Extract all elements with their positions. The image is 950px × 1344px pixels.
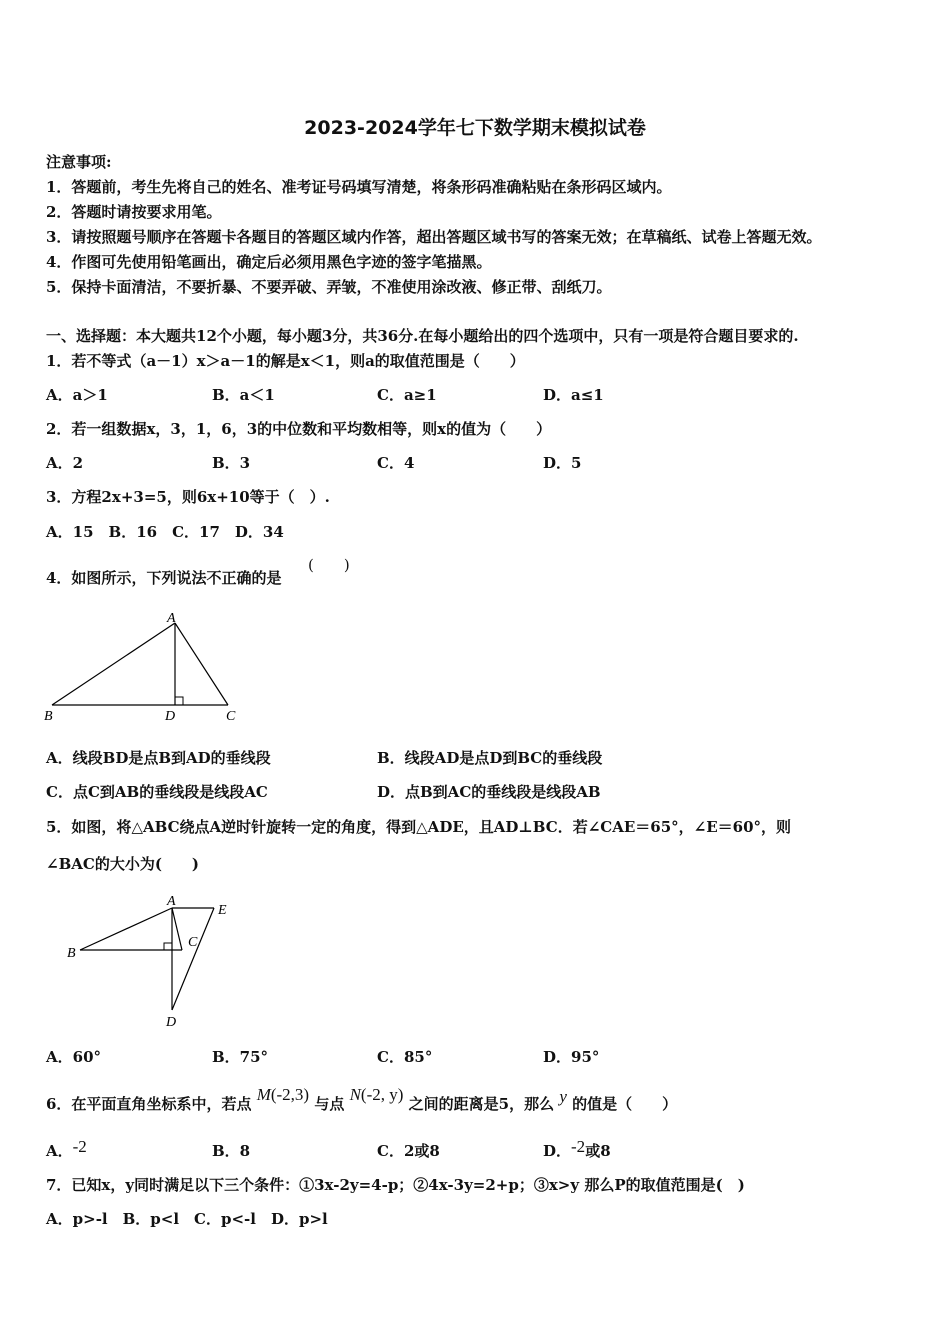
notice-item: 5．保持卡面清洁，不要折暴、不要弄破、弄皱，不准使用涂改液、修正带、刮纸刀。 [46, 278, 612, 296]
q4-option-b: B．线段AD是点D到BC的垂线段 [377, 749, 603, 767]
q6-var-y: y [559, 1087, 567, 1106]
notice-item: 1．答题前，考生先将自己的姓名、准考证号码填写清楚，将条形码准确粘贴在条形码区域内。 [46, 178, 672, 196]
q6-point-m: M [256, 1085, 271, 1104]
q1-option-d: D．a≤1 [543, 386, 604, 404]
q1-option-b: B．a＜1 [212, 386, 275, 404]
q4-option-c: C．点C到AB的垂线段是线段AC [46, 783, 268, 801]
q6-point-m-coord: (-2,3) [270, 1085, 310, 1104]
notice-item: 2．答题时请按要求用笔。 [46, 203, 222, 221]
q4-label-a: A [167, 611, 176, 626]
q5-rotation-figure [62, 888, 242, 1030]
q6-point-n: N [349, 1085, 361, 1104]
q6-option-a: A．-2 [46, 1137, 87, 1160]
q4-answer-paren: ( ) [308, 556, 350, 574]
q4-label-b: B [44, 709, 53, 724]
q3-options: A．15 B．16 C．17 D．34 [46, 523, 284, 541]
q2-option-d: D．5 [543, 454, 582, 472]
question-1-stem: 1．若不等式（a－1）x＞a－1的解是x＜1，则a的取值范围是（ ） [46, 352, 525, 370]
notice-item: 4．作图可先使用铅笔画出，确定后必须用黑色字迹的签字笔描黑。 [46, 253, 492, 271]
question-6-stem [46, 1085, 678, 1113]
q2-option-b: B．3 [212, 454, 251, 472]
q6-option-c: C．2或8 [377, 1142, 440, 1160]
page-title: 2023-2024学年七下数学期末模拟试卷 [304, 117, 646, 139]
q4-option-a: A．线段BD是点B到AD的垂线段 [46, 749, 271, 767]
q6-stem-post: 之间的距离是5，那么 [408, 1095, 555, 1113]
question-5-stem-line2: ∠BAC的大小为( ) [46, 855, 200, 873]
q2-option-a: A．2 [46, 454, 84, 472]
q5-label-d: D [166, 1015, 177, 1030]
question-3-stem: 3．方程2x+3=5，则6x+10等于（ ）. [46, 488, 330, 506]
q5-label-e: E [218, 903, 227, 918]
q4-label-c: C [226, 709, 236, 724]
q5-label-c: C [188, 935, 198, 950]
q6-option-d-value: -2 [571, 1137, 586, 1156]
question-2-stem: 2．若一组数据x，3，1，6，3的中位数和平均数相等，则x的值为（ ） [46, 420, 552, 438]
q5-label-b: B [67, 946, 76, 961]
q1-option-c: C．a≥1 [377, 386, 437, 404]
q6-point-n-coord: (-2, y) [360, 1085, 404, 1104]
q6-option-d: D．-2或8 [543, 1137, 611, 1160]
q4-label-d: D [165, 709, 176, 724]
section-heading: 一、选择题：本大题共12个小题，每小题3分，共36分.在每小题给出的四个选项中，只有一项是符合题目要求的. [46, 327, 799, 345]
q2-option-c: C．4 [377, 454, 415, 472]
q4-triangle-figure [40, 608, 250, 728]
q5-option-c: C．85° [377, 1048, 433, 1066]
q5-option-b: B．75° [212, 1048, 269, 1066]
notice-item: 3．请按照题号顺序在答题卡各题目的答题区域内作答，超出答题区域书写的答案无效；在草稿纸、试卷上答题无效。 [46, 228, 822, 246]
q6-option-b: B．8 [212, 1142, 251, 1160]
q5-label-a: A [167, 894, 176, 909]
notice-heading: 注意事项: [46, 153, 112, 171]
question-7-stem: 7．已知x，y同时满足以下三个条件：①3x-2y=4-p；②4x-3y=2+p；③x>y 那么P的取值范围是( ) [46, 1176, 745, 1194]
q1-option-a: A．a＞1 [46, 386, 108, 404]
q6-stem-mid: 与点 [314, 1095, 345, 1113]
q5-option-a: A．60° [46, 1048, 102, 1066]
q7-options: A．p>-l B．p<l C．p<-l D．p>l [46, 1210, 328, 1228]
question-4-stem: 4．如图所示，下列说法不正确的是 [46, 569, 282, 587]
q5-option-d: D．95° [543, 1048, 600, 1066]
question-5-stem-line1: 5．如图，将△ABC绕点A逆时针旋转一定的角度，得到△ADE，且AD⊥BC．若∠CAE＝65°，∠E＝60°，则 [46, 818, 792, 836]
q6-option-a-value: -2 [72, 1137, 87, 1156]
q6-stem-end: 的值是（ ） [572, 1095, 678, 1113]
q6-stem-pre: 6．在平面直角坐标系中，若点 [46, 1095, 252, 1113]
q4-option-d: D．点B到AC的垂线段是线段AB [377, 783, 601, 801]
